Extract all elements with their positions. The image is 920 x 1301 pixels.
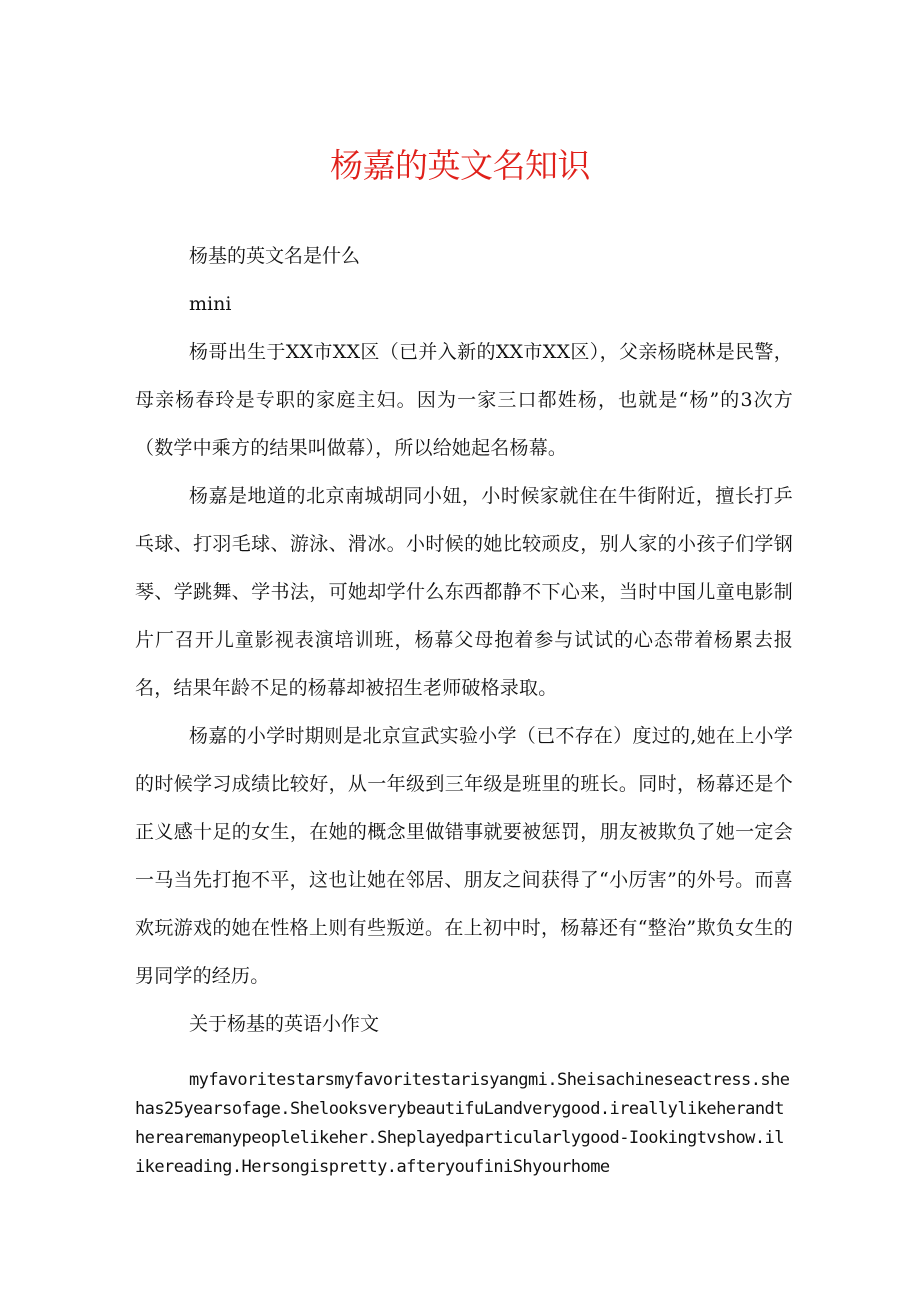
- paragraph-school: 杨嘉的小学时期则是北京宣武实验小学（已不存在）度过的,她在上小学的时候学习成绩比较好，从一年级到三年级是班里的班长。同时，杨幕还是个正义感十足的女生，在她的概念里做错事就要被惩罚，朋友被欺负了她一定会一马当先打抱不平，这也让她在邻居、朋友之间获得了“小厉害”的外号。而喜欢玩游戏的她在性格上则有些叛逆。在上初中时，杨幕还有“整治”欺负女生的男同学的经历。: [135, 725, 793, 987]
- answer-text: mini: [189, 293, 232, 315]
- question-heading: 杨基的英文名是什么: [189, 245, 361, 267]
- document-title: 杨嘉的英文名知识: [330, 146, 590, 185]
- english-essay: myfavoritestarsmyfavoritestarisyangmi.Sheisachineseactress.shehas25yearsofage.ShelooksverybeautifuLandverygood.ireallylikeherandtherearemanypeoplelikeher.Sheplayedparticularlygood-Iookingtvshow.ilikereading.Hersongispretty.afteryoufiniShyourhome: [135, 1070, 790, 1177]
- essay-heading: 关于杨基的英语小作文: [189, 1013, 380, 1035]
- document-body: [135, 232, 793, 1182]
- paragraph-birth: 杨哥出生于XX市XX区（已并入新的XX市XX区），父亲杨晓林是民警，母亲杨春玲是专职的家庭主妇。因为一家三口都姓杨，也就是“杨”的3次方（数学中乘方的结果叫做幕），所以给她起名杨幕。: [135, 341, 793, 459]
- paragraph-childhood: 杨嘉是地道的北京南城胡同小妞，小时候家就住在牛街附近，擅长打乒乓球、打羽毛球、游泳、滑冰。小时候的她比较顽皮，别人家的小孩子们学钢琴、学跳舞、学书法，可她却学什么东西都静不下心来，当时中国儿童电影制片厂召开儿童影视表演培训班，杨幕父母抱着参与试试的心态带着杨累去报名，结果年龄不足的杨幕却被招生老师破格录取。: [135, 485, 793, 699]
